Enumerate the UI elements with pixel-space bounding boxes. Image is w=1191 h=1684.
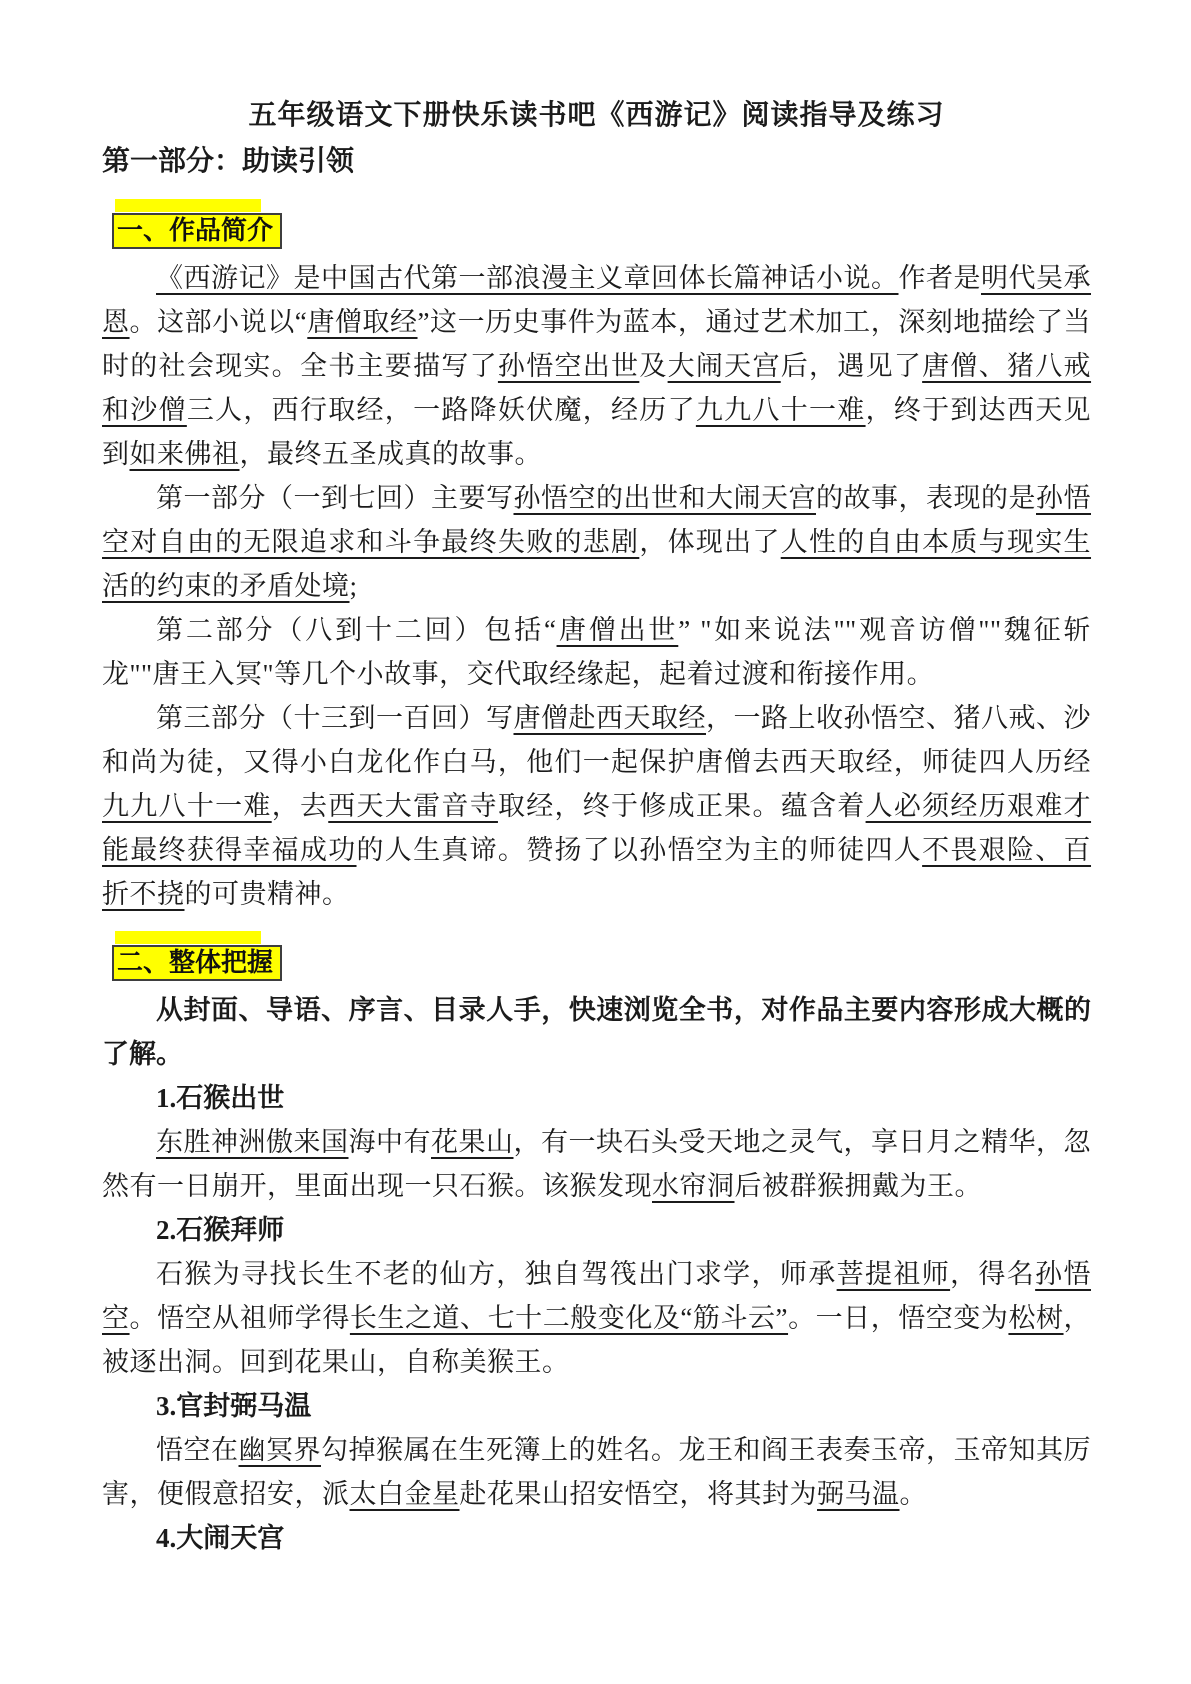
- section2-heading-block: [112, 931, 1091, 981]
- underlined-text: 幽冥界: [238, 1435, 321, 1465]
- underlined-text: 长生之道、七十二般变化及“筋斗云”: [349, 1303, 789, 1333]
- underlined-text: 唐僧、猪八戒和沙僧: [102, 351, 1092, 425]
- yellow-highlight-strip: [115, 199, 261, 212]
- underlined-text: 西天大雷音寺: [328, 791, 498, 821]
- plain-text: 第三部分（十三到一百回）写: [156, 703, 514, 733]
- plain-text: 勾掉猴属在生死簿上的姓名。龙王和阎王表奏玉帝，玉帝知其厉害，便假意招安，派: [102, 1435, 1091, 1509]
- plain-text: 海中有: [348, 1127, 431, 1157]
- item1-heading: 1.石猴出世: [156, 1083, 285, 1113]
- plain-text: ，终于到达西天见到: [102, 395, 1092, 469]
- item3-body: [102, 1428, 1091, 1516]
- doc-title: 五年级语文下册快乐读书吧《西游记》阅读指导及练习: [248, 99, 945, 130]
- underlined-text: 如来佛祖: [129, 439, 240, 469]
- plain-text: 悟空在: [156, 1435, 239, 1465]
- plain-text: ，一路上收孙悟空、猪八戒、沙和尚为徒，又得小白龙化作白马，他们一起保护唐僧去西天取经，师徒四人历经: [102, 703, 1091, 777]
- plain-text: 赴花果山招安悟空，将其封为: [459, 1479, 817, 1509]
- plain-text: 。: [899, 1479, 927, 1509]
- plain-text: 及: [639, 351, 668, 381]
- plain-text: ，有一块石头受天地之灵气，享日月之精华，忽然有一日崩开，里面出现一只石猴。该猴发现: [102, 1127, 1091, 1201]
- item2-heading: 2.石猴拜师: [156, 1215, 285, 1245]
- underlined-text: 花果山: [431, 1127, 514, 1157]
- underlined-text: 唐僧赴西天取经: [513, 703, 706, 733]
- plain-text: 。一日，悟空变为: [788, 1303, 1009, 1333]
- yellow-highlight-strip: [115, 931, 261, 944]
- section2-heading: 二、整体把握: [112, 945, 282, 981]
- plain-text: 。悟空从祖师学得: [129, 1303, 350, 1333]
- plain-text: 三人，西行取经，一路降妖伏魔，经历了: [186, 395, 696, 425]
- plain-text: ;: [349, 571, 358, 601]
- plain-text: 第一部分（一到七回）主要写: [156, 483, 514, 513]
- plain-text: 后被群猴拥戴为王。: [734, 1171, 982, 1201]
- underlined-text: 松树: [1008, 1303, 1064, 1333]
- section1-heading: 一、作品简介: [112, 213, 282, 249]
- underlined-text: 唐僧出世: [556, 615, 679, 645]
- plain-text: 取经，终于修成正果。蕴含着: [497, 791, 866, 821]
- underlined-text: 明代吴承恩: [102, 263, 1091, 337]
- underlined-text: 太白金星: [349, 1479, 460, 1509]
- underlined-text: 九九八十一难: [695, 395, 866, 425]
- part1-heading: 第一部分：助读引领: [102, 145, 355, 176]
- section1-heading-block: [112, 199, 1091, 249]
- underlined-text: 弼马温: [817, 1479, 900, 1509]
- underlined-text: 孙悟空: [102, 1259, 1091, 1333]
- plain-text: ，最终五圣成真的故事。: [239, 439, 542, 469]
- plain-text: 第二部分（八到十二回）包括“: [156, 615, 557, 645]
- plain-text: ” "如来说法""观音访僧""魏征斩龙""唐王入冥"等几个小故事，交代取经缘起，起着过渡和衔接作用。: [102, 615, 1092, 689]
- plain-text: ，被逐出洞。回到花果山，自称美猴王。: [102, 1303, 1092, 1377]
- plain-text: 石猴为寻找长生不老的仙方，独自驾筏出门求学，师承: [156, 1259, 837, 1289]
- underlined-text: 九九八十一难: [102, 791, 272, 821]
- plain-text: 作者是: [898, 263, 981, 293]
- underlined-text: 东胜神洲傲来国: [156, 1127, 349, 1157]
- section2-lead: 从封面、导语、序言、目录人手，快速浏览全书，对作品主要内容形成大概的了解。: [102, 995, 1091, 1069]
- paragraph-part1: [102, 476, 1091, 608]
- plain-text: 。这部小说以“: [129, 307, 308, 337]
- underlined-text: 菩提祖师: [836, 1259, 951, 1289]
- paragraph-overview: [102, 256, 1091, 476]
- underlined-text: 孙悟空出世: [497, 351, 640, 381]
- plain-text: 的故事，表现的是: [816, 483, 1036, 513]
- underlined-text: 孙悟空的出世和大闹天宫: [513, 483, 816, 513]
- item3-heading: 3.官封弼马温: [156, 1391, 312, 1421]
- plain-text: ，得名: [950, 1259, 1036, 1289]
- paragraph-part2: [102, 608, 1091, 696]
- item2-body: [102, 1252, 1091, 1384]
- paragraph-part3: [102, 696, 1091, 916]
- item4-heading: 4.大闹天宫: [156, 1523, 285, 1553]
- underlined-text: 人性的自由本质与现实生活的约束的矛盾处境: [102, 527, 1092, 601]
- plain-text: ”这一历史事件为蓝本，通过艺术加工，深刻地描绘了当时的社会现实。全书主要描写了: [102, 307, 1092, 381]
- item1-body: [102, 1120, 1091, 1208]
- plain-text: 后，遇见了: [780, 351, 923, 381]
- plain-text: ，去: [271, 791, 329, 821]
- plain-text: ，体现出了: [639, 527, 781, 557]
- underlined-text: 人必须经历艰难才能最终获得幸福成功: [102, 791, 1092, 865]
- underlined-text: 唐僧取经: [307, 307, 418, 337]
- underlined-text: 《西游记》是中国古代第一部浪漫主义章回体长篇神话小说。: [156, 263, 899, 293]
- plain-text: 的人生真谛。赞扬了以孙悟空为主的师徒四人: [356, 835, 923, 865]
- underlined-text: 不畏艰险、百折不挠: [102, 835, 1092, 909]
- underlined-text: 水帘洞: [652, 1171, 735, 1201]
- underlined-text: 孙悟空对自由的无限追求和斗争最终失败的悲剧: [102, 483, 1091, 557]
- underlined-text: 大闹天宫: [667, 351, 781, 381]
- plain-text: 的可贵精神。: [184, 879, 350, 909]
